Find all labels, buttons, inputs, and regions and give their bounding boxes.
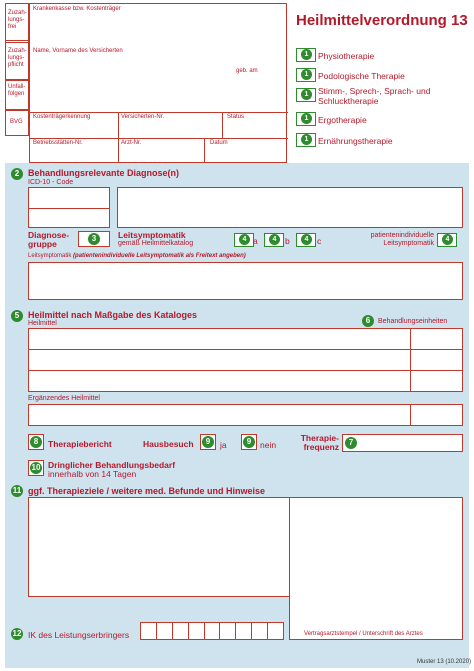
section-5-title: Heilmittel nach Maßgabe des Kataloges [28,310,198,320]
nein-label: nein [260,440,277,450]
diagnose-text-field[interactable] [117,187,463,228]
therapy-podo-label: Podologische Therapie [318,71,405,81]
section-2-badge: 2 [11,168,23,180]
section-12-badge: 12 [12,629,22,638]
dringlich-subtitle: innerhalb von 14 Tagen [48,469,137,479]
bvg-label: BVG [10,119,23,125]
geb-label: geb. am [236,68,258,74]
heilmittel-table[interactable] [28,328,463,392]
therapy-ergo-label: Ergotherapie [318,115,367,125]
leitsymptomatik-b-checkbox[interactable]: 4 [264,233,284,247]
section-11-badge: 11 [12,486,22,495]
patientenindividuelle-checkbox[interactable]: 4 [437,233,457,247]
therapy-physio-label: Physiotherapie [318,51,375,61]
freitext-label [28,253,246,259]
versicherten-nr-label: Versicherten-Nr. [121,114,165,120]
therapy-checkbox-stimm[interactable]: 1 [296,88,316,102]
leitsymptomatik-a-checkbox[interactable]: 4 [234,233,254,247]
status-label: Status [227,114,245,120]
leitsymptomatik-label: Leitsymptomatik [118,230,186,240]
name-label: Name, Vorname des Versicherten [33,48,123,54]
leitsymptomatik-b-label: b [285,236,290,246]
dringlich-title: Dringlicher Behandlungsbedarf [48,460,176,470]
therapy-checkbox-ergo[interactable]: 1 [296,112,316,126]
arzt-nr-label: Arzt-Nr. [121,140,142,146]
section-11-title: ggf. Therapieziele / weitere med. Befunde und Hinweise [28,486,266,496]
zuzahlungspflicht-label: Zuzah-lungs-pflicht [8,48,27,68]
section-9-badge-ja: 9 [202,436,214,448]
krankenkasse-label: Krankenkasse bzw. Kostenträger [33,6,121,12]
freitext-field[interactable] [28,262,463,300]
therapy-checkbox-podo[interactable]: 1 [296,68,316,82]
arztstempel-field[interactable] [289,497,463,640]
leitsymptomatik-c-label: c [317,236,322,246]
kostentraeger-label: Kostenträgerkennung [33,114,91,120]
section-5-badge: 5 [11,310,23,322]
therapy-checkbox-ernaehrung[interactable]: 1 [296,133,316,147]
therapiebericht-label: Therapiebericht [48,439,112,449]
therapy-list [296,46,466,156]
icd-code-field-2[interactable] [28,208,110,228]
ergaenzend-label: Ergänzendes Heilmittel [28,395,100,402]
gemaess-label: gemäß Heilmittelkatalog [118,240,194,247]
therapiefrequenz-field[interactable] [342,434,463,452]
therapy-stimm-label: Stimm-, Sprech-, Sprach- und Schlucktherapie [318,86,431,106]
ja-label: ja [220,440,227,450]
zuzahlungsfrei-label: Zuzah-lungs-frei [8,10,27,30]
freitext-label-text: Leitsymptomatik [28,253,72,259]
section-7-badge: 7 [345,437,357,449]
section-2-title: Behandlungsrelevante Diagnose(n) [28,168,180,178]
ik-label: IK des Leistungserbringers [28,630,130,640]
icd-label: ICD-10 - Code [28,179,74,186]
patient-data-box [29,3,287,163]
section-8-badge: 8 [30,436,42,448]
muster-label: Muster 13 (10.2020) [417,659,472,665]
leitsymptomatik-c-checkbox[interactable]: 4 [296,233,316,247]
datum-label: Datum [210,140,228,146]
section-10-badge: 10 [31,463,41,472]
hausbesuch-label: Hausbesuch [143,439,194,449]
diagnosegruppe-label: Diagnose-gruppe [28,230,70,249]
leitsymptomatik-a-label: a [253,236,258,246]
section-6-badge: 6 [362,315,374,327]
ik-field[interactable] [140,622,284,640]
therapy-ernaehrung-label: Ernährungstherapie [318,136,393,146]
page-title: Heilmittelverordnung 13 [296,12,468,29]
freitext-note: (patientenindividuelle Leitsymptomatik als Freitext angeben) [73,253,246,259]
section-3-badge: 3 [88,233,100,245]
betriebsstaette-label: Betriebsstätten-Nr. [33,140,83,146]
ergaenzend-field[interactable] [28,404,463,426]
header-left-column [5,3,29,135]
section-9-badge-nein: 9 [243,436,255,448]
unfallfolgen-label: Unfall-folgen [8,84,26,97]
stempel-label: Vertragsarztstempel / Unterschrift des Arztes [304,631,423,637]
heilmittel-label: Heilmittel [28,320,57,327]
therapiefrequenz-label: Therapie-frequenz [300,433,339,452]
behandlungseinheiten-label: Behandlungseinheiten [378,318,448,325]
icd-code-field-1[interactable] [28,187,110,209]
patientenindividuelle-label: patientenindividuelle Leitsymptomatik [370,232,434,247]
therapy-checkbox-physio[interactable]: 1 [296,48,316,62]
